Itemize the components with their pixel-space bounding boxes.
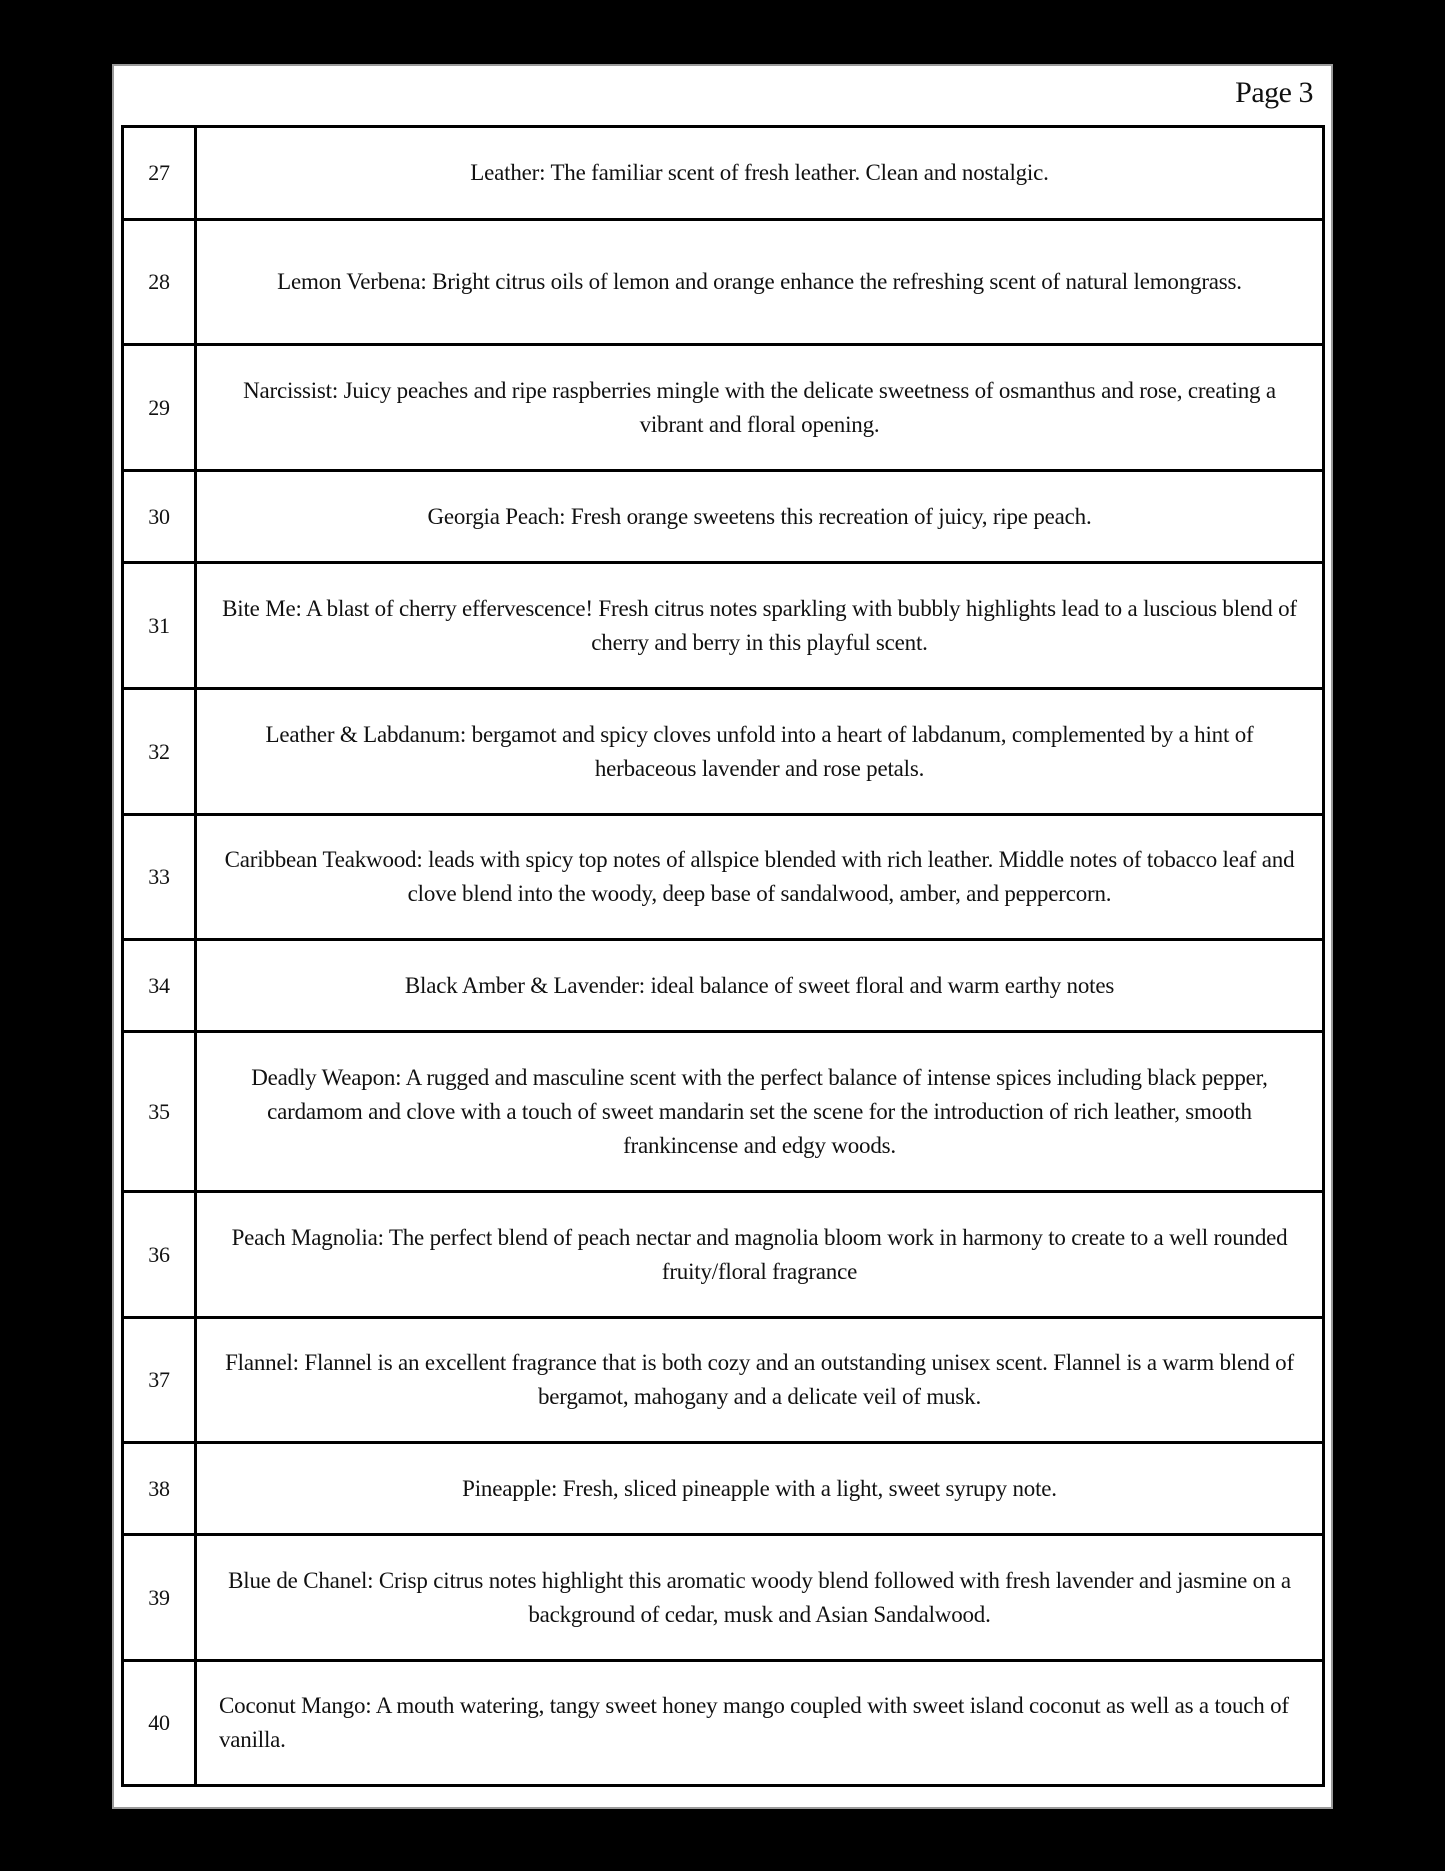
row-number: 32 — [123, 689, 196, 815]
table-row — [123, 1535, 1324, 1661]
row-number: 35 — [123, 1032, 196, 1192]
row-description: Black Amber & Lavender: ideal balance of sweet floral and warm earthy notes — [196, 940, 1324, 1032]
table-row — [123, 1661, 1324, 1786]
row-description: Pineapple: Fresh, sliced pineapple with a light, sweet syrupy note. — [196, 1443, 1324, 1535]
row-number: 28 — [123, 220, 196, 345]
row-description: Peach Magnolia: The perfect blend of peach nectar and magnolia bloom work in harmony to create to a well rounded fruity/floral fragrance — [196, 1192, 1324, 1318]
table-row — [123, 1192, 1324, 1318]
table-row — [123, 220, 1324, 345]
fragrance-table — [121, 125, 1325, 1787]
row-number: 31 — [123, 563, 196, 689]
table-row — [123, 815, 1324, 940]
row-number: 39 — [123, 1535, 196, 1661]
row-number: 33 — [123, 815, 196, 940]
table-row — [123, 1318, 1324, 1443]
row-description: Bite Me: A blast of cherry effervescence! Fresh citrus notes sparkling with bubbly highlights lead to a luscious blend of cherry and berry in this playful scent. — [196, 563, 1324, 689]
table-row — [123, 689, 1324, 815]
table-row — [123, 471, 1324, 563]
row-description: Leather: The familiar scent of fresh leather. Clean and nostalgic. — [196, 127, 1324, 220]
row-number: 27 — [123, 127, 196, 220]
row-description: Lemon Verbena: Bright citrus oils of lemon and orange enhance the refreshing scent of natural lemongrass. — [196, 220, 1324, 345]
page-number: Page 3 — [1235, 76, 1313, 109]
table-row — [123, 1443, 1324, 1535]
row-number: 34 — [123, 940, 196, 1032]
table-row — [123, 127, 1324, 220]
row-number: 38 — [123, 1443, 196, 1535]
document-page — [112, 64, 1333, 1809]
row-number: 40 — [123, 1661, 196, 1786]
table-row — [123, 345, 1324, 471]
row-description: Georgia Peach: Fresh orange sweetens this recreation of juicy, ripe peach. — [196, 471, 1324, 563]
row-number: 37 — [123, 1318, 196, 1443]
row-description: Coconut Mango: A mouth watering, tangy sweet honey mango coupled with sweet island coconut as well as a touch of vanilla. — [196, 1661, 1324, 1786]
row-description: Blue de Chanel: Crisp citrus notes highlight this aromatic woody blend followed with fresh lavender and jasmine on a background of cedar, musk and Asian Sandalwood. — [196, 1535, 1324, 1661]
row-number: 30 — [123, 471, 196, 563]
row-number: 29 — [123, 345, 196, 471]
row-description: Leather & Labdanum: bergamot and spicy cloves unfold into a heart of labdanum, complemented by a hint of herbaceous lavender and rose petals. — [196, 689, 1324, 815]
table-row — [123, 940, 1324, 1032]
row-description: Narcissist: Juicy peaches and ripe raspberries mingle with the delicate sweetness of osmanthus and rose, creating a vibrant and floral opening. — [196, 345, 1324, 471]
table-row — [123, 563, 1324, 689]
table-row — [123, 1032, 1324, 1192]
row-description: Deadly Weapon: A rugged and masculine scent with the perfect balance of intense spices including black pepper, cardamom and clove with a touch of sweet mandarin set the scene for the introduction of rich leather, smooth frankincense and edgy woods. — [196, 1032, 1324, 1192]
row-number: 36 — [123, 1192, 196, 1318]
row-description: Caribbean Teakwood: leads with spicy top notes of allspice blended with rich leather. Middle notes of tobacco leaf and clove blend into the woody, deep base of sandalwood, amber, and peppercorn. — [196, 815, 1324, 940]
row-description: Flannel: Flannel is an excellent fragrance that is both cozy and an outstanding unisex scent. Flannel is a warm blend of bergamot, mahogany and a delicate veil of musk. — [196, 1318, 1324, 1443]
